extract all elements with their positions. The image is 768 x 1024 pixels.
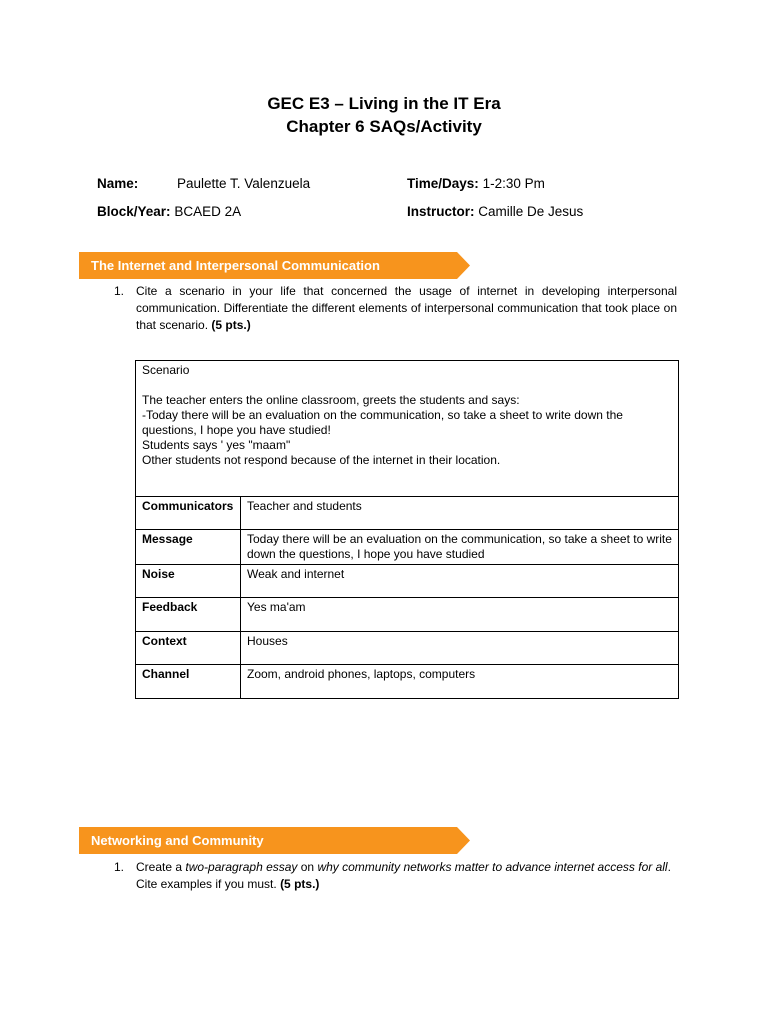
scenario-cell <box>136 361 679 497</box>
element-label: Feedback <box>136 598 241 632</box>
time-field <box>407 176 545 191</box>
document-subtitle: Chapter 6 SAQs/Activity <box>286 117 482 136</box>
section-heading-networking: Networking and Community <box>91 833 264 848</box>
question-text: Create a <box>136 860 186 874</box>
question-internet <box>114 283 677 334</box>
name-label: Name: <box>97 176 139 191</box>
table-row <box>136 632 679 665</box>
element-value: Today there will be an evaluation on the communication, so take a sheet to write down the questions, I hope you have studied <box>241 530 679 565</box>
document-title: GEC E3 – Living in the IT Era <box>267 94 501 113</box>
element-label: Communicators <box>136 497 241 530</box>
table-row <box>136 530 679 565</box>
communication-table <box>135 360 679 699</box>
section-banner-internet <box>79 252 470 279</box>
block-value: BCAED 2A <box>174 204 242 219</box>
element-value: Teacher and students <box>241 497 679 530</box>
instructor-label: Instructor: <box>407 204 475 219</box>
question-number: 1. <box>114 860 125 874</box>
section-banner-networking <box>79 827 470 854</box>
element-label: Context <box>136 632 241 665</box>
instructor-value: Camille De Jesus <box>478 204 584 219</box>
question-networking <box>114 859 677 893</box>
element-value: Yes ma'am <box>241 598 679 632</box>
element-label: Message <box>136 530 241 565</box>
element-value: Houses <box>241 632 679 665</box>
section-heading-internet: The Internet and Interpersonal Communication <box>91 258 380 273</box>
table-row <box>136 497 679 530</box>
element-label: Channel <box>136 665 241 699</box>
scenario-row <box>136 361 679 497</box>
block-field <box>97 204 241 219</box>
question-emphasis: two-paragraph essay <box>185 860 298 874</box>
element-value: Weak and internet <box>241 565 679 598</box>
element-value: Zoom, android phones, laptops, computers <box>241 665 679 699</box>
question-emphasis: why community networks matter to advance internet access for all <box>317 860 668 874</box>
question-text: Cite a scenario in your life that concerned the usage of internet in developing interpersonal communication. Differentiate the different elements of interpersonal communication that took place on that scenario. <box>136 284 677 332</box>
scenario-line: The teacher enters the online classroom, greets the students and says: <box>142 393 520 407</box>
scenario-line: Other students not respond because of the internet in their location. <box>142 453 501 467</box>
question-points: (5 pts.) <box>280 877 320 891</box>
time-value: 1-2:30 Pm <box>482 176 545 191</box>
question-text: on <box>297 860 318 874</box>
table-row <box>136 665 679 699</box>
table-row <box>136 598 679 632</box>
time-label: Time/Days: <box>407 176 479 191</box>
instructor-field <box>407 204 583 219</box>
scenario-line: -Today there will be an evaluation on the communication, so take a sheet to write down the questions, I hope you have studied! <box>142 408 623 437</box>
question-text: . Cite examples if you must. <box>136 860 671 891</box>
question-number: 1. <box>114 284 125 298</box>
name-field <box>97 176 138 191</box>
block-label: Block/Year: <box>97 204 171 219</box>
scenario-label: Scenario <box>142 363 190 377</box>
question-points: (5 pts.) <box>211 318 251 332</box>
scenario-line: Students says ' yes "maam" <box>142 438 291 452</box>
element-label: Noise <box>136 565 241 598</box>
table-row <box>136 565 679 598</box>
name-value: Paulette T. Valenzuela <box>177 176 311 191</box>
